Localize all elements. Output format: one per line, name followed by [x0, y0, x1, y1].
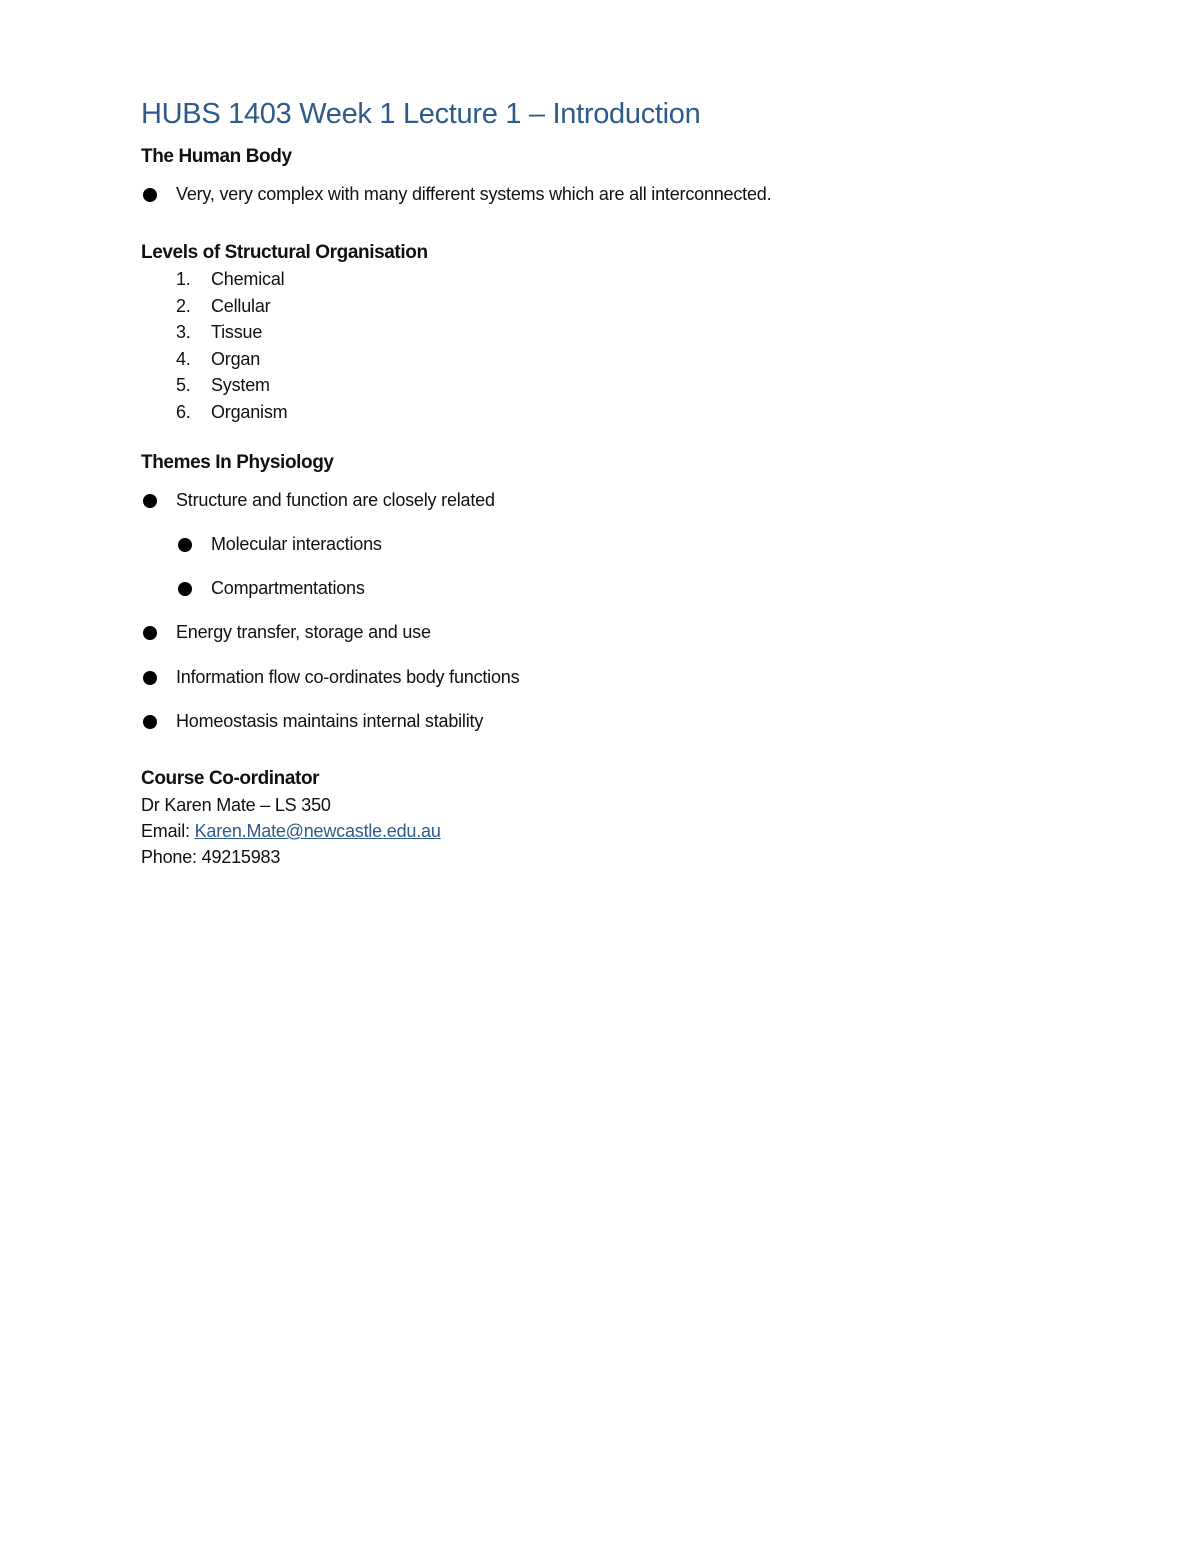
list-item-text: Compartmentations	[211, 578, 365, 598]
list-item	[141, 664, 1081, 690]
list-item	[141, 346, 1081, 373]
list-number: 5.	[176, 375, 191, 395]
list-number: 1.	[176, 269, 191, 289]
list-item-text: Chemical	[211, 269, 285, 289]
list-item	[141, 319, 1081, 346]
list-item-text: Energy transfer, storage and use	[176, 622, 431, 642]
document-page	[141, 92, 1081, 870]
section-heading: The Human Body	[141, 146, 292, 167]
section-levels	[141, 240, 1081, 425]
list-item	[141, 487, 1081, 513]
email-label: Email:	[141, 821, 195, 841]
list-item-text: Tissue	[211, 322, 263, 342]
list-item-text: System	[211, 375, 270, 395]
bullet-icon	[143, 715, 157, 729]
list-item	[141, 266, 1081, 293]
list-number: 6.	[176, 401, 191, 422]
bullet-icon	[178, 538, 192, 552]
bullet-icon	[143, 671, 157, 685]
section-heading: Themes In Physiology	[141, 452, 334, 473]
list-item	[141, 181, 1081, 207]
section-heading: Course Co-ordinator	[141, 768, 320, 789]
list-item	[141, 399, 1081, 426]
coordinator-phone: Phone: 49215983	[141, 847, 281, 867]
list-item-text: Molecular interactions	[211, 534, 382, 554]
list-item	[141, 708, 1081, 734]
list-item-text: Organ	[211, 348, 261, 369]
section-coordinator	[141, 766, 1081, 870]
list-item-text: Cellular	[211, 295, 271, 316]
bullet-icon	[178, 582, 192, 596]
section-heading: Levels of Structural Organisation	[141, 242, 428, 263]
document-title: HUBS 1403 Week 1 Lecture 1 – Introduction	[141, 98, 701, 130]
section-themes	[141, 450, 1081, 734]
list-item-text: Very, very complex with many different systems which are all interconnected.	[176, 184, 772, 204]
section-human-body	[141, 144, 1081, 207]
list-item	[141, 619, 1081, 645]
coordinator-email-line	[141, 818, 1081, 844]
list-item-text: Information flow co-ordinates body functions	[176, 667, 520, 687]
email-link[interactable]: Karen.Mate@newcastle.edu.au	[194, 821, 441, 841]
list-item	[141, 293, 1081, 320]
list-item-text: Organism	[211, 401, 288, 422]
bullet-icon	[143, 188, 157, 202]
bullet-icon	[143, 494, 157, 508]
list-item-text: Structure and function are closely related	[176, 490, 495, 510]
list-number: 3.	[176, 322, 191, 342]
list-item-text: Homeostasis maintains internal stability	[176, 711, 484, 731]
coordinator-name: Dr Karen Mate – LS 350	[141, 795, 331, 815]
bullet-icon	[143, 626, 157, 640]
sub-list-item	[141, 575, 1081, 601]
list-item	[141, 372, 1081, 399]
sub-list-item	[141, 531, 1081, 557]
list-number: 2.	[176, 295, 191, 316]
list-number: 4.	[176, 348, 191, 369]
